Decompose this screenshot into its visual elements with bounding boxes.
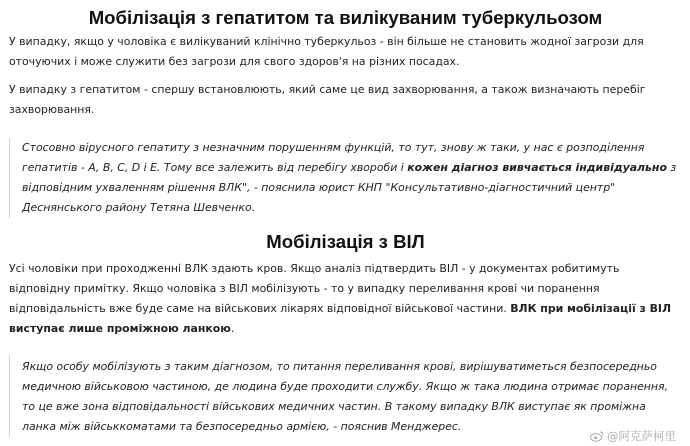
weibo-icon [590, 430, 604, 442]
quote-bold-text: кожен діагноз вивчається індивідуально [407, 161, 667, 174]
section-heading-tb-hepatitis: Мобілізація з гепатитом та вилікуваним туберкульозом [88, 7, 603, 28]
paragraph-hepatitis: У випадку з гепатитом - спершу встановлюють, який саме це вид захворювання, а також визначають перебіг захворювання. [9, 83, 646, 116]
quote-text: з відповідним ухваленням рішення ВЛК", - пояснила юрист КНП "Консультативно-діагностичний центр" Деснянського району Тетяна Шевченко. [22, 161, 677, 214]
paragraph-bold-text: ВЛК при мобілізації з ВІЛ виступає лише проміжною ланкою [9, 302, 671, 335]
paragraph-text: . [230, 322, 235, 335]
quote-text: Стосовно вірусного гепатиту з незначним порушенням функцій, то тут, знову ж таки, у нас є розподілення гепатитів - A, B, C, D і E. Тому все залежить від перебігу хвороби і [22, 141, 645, 174]
section-heading-hiv: Мобілізація з ВІЛ [266, 231, 425, 252]
paragraph-hiv [9, 259, 682, 339]
watermark-text: @阿克萨柯里 [607, 429, 676, 443]
blockquote-shevchenko [9, 138, 682, 218]
blockquote-mendzheres: Якщо особу мобілізують з таким діагнозом, то питання переливання крові, вирішуватиметься безпосередньо медичною військовою частиною, де людина буде проходити службу. Якщо ж така людина отримає поранення, то це вже зона відповідальності військових медичних частин. В такому випадку ВЛК виступає як проміжна ланка між військкоматами та безпосередньо армією, - пояснив Менджерес. [9, 355, 682, 437]
paragraph-text: Усі чоловіки при проходженні ВЛК здають кров. Якщо аналіз підтвердить ВІЛ - у документах робитимуть відповідну примітку. Якщо чоловіка з ВІЛ мобілізують - то у випадку переливання крові чи поранення відповідальність вже буде саме на військових лікарях відповідної військової частини. [9, 262, 620, 315]
paragraph-tuberculosis: У випадку, якщо у чоловіка є вилікуваний клінічно туберкульоз - він більше не становить жодної загрози для оточуючих і може служити без загрози для свого здоров'я на різних посадах. [9, 35, 644, 68]
watermark [590, 428, 676, 444]
